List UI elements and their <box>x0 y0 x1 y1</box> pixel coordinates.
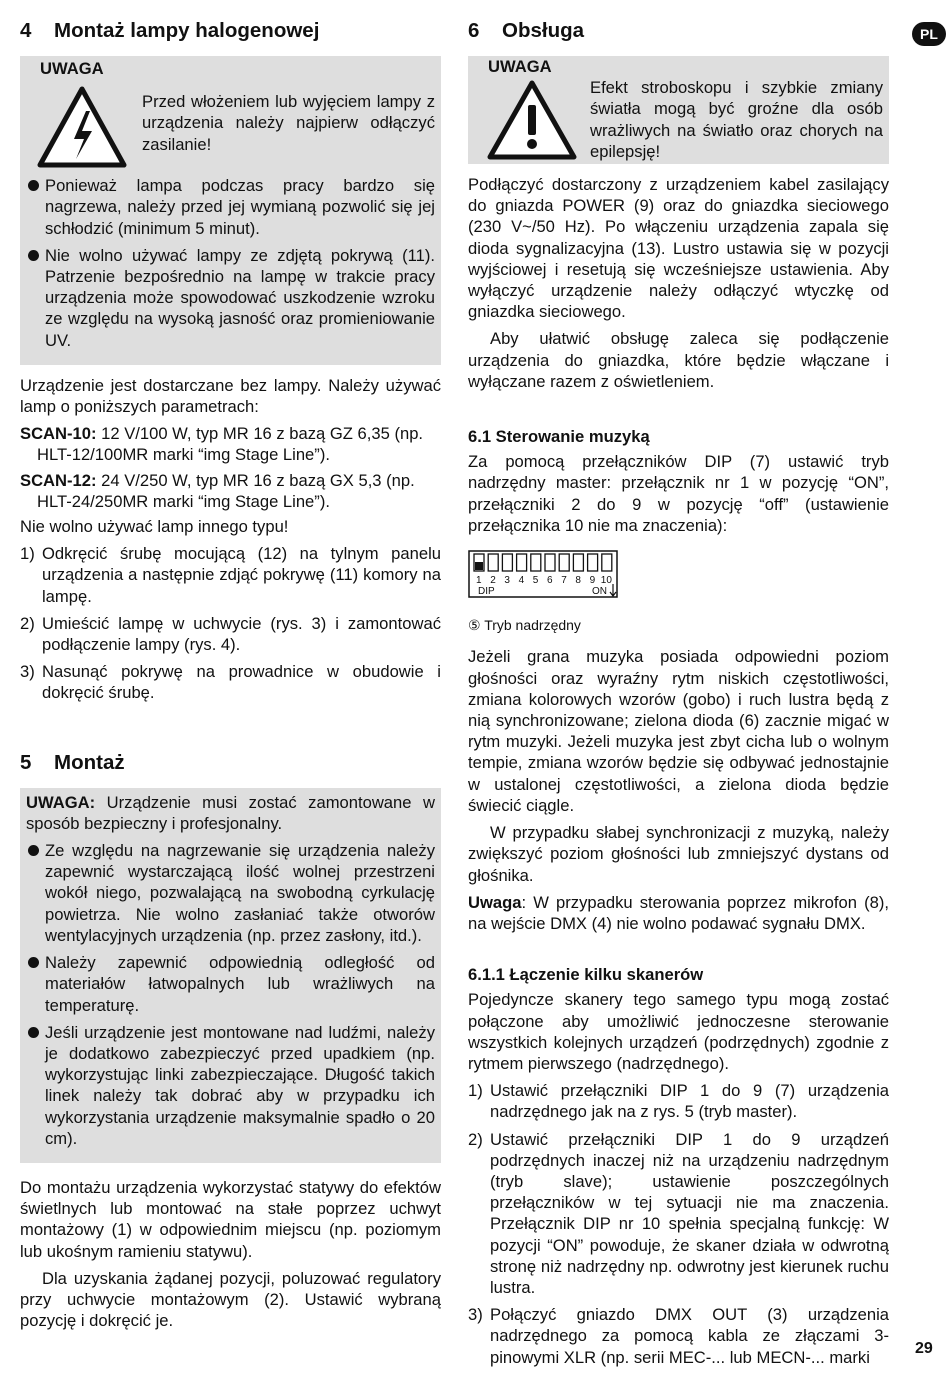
dip-number: 3 <box>504 575 510 587</box>
list-item: Ponieważ lampa podczas pracy bardzo się nagrzewa, należy przed jej wymianą pozwolić się jej schłodzić (minimum 5 minut). <box>26 175 441 239</box>
section-6-1-heading: 6.1 Sterowanie muzyką <box>468 427 650 447</box>
dip-number: 2 <box>490 575 496 587</box>
list-item: 1) Odkręcić śrubę mocującą (12) na tylnym panelu urządzenia a następnie zdjąć pokrywę (11) komory na lampę. <box>20 544 441 606</box>
section-6-1-1-steps <box>468 1080 889 1368</box>
list-item: 2) Umieścić lampę w uchwycie (rys. 3) i zamontować podłączenie lampy (rys. 4). <box>20 613 441 655</box>
dip-number: 1 <box>476 575 482 587</box>
section-4-heading: 4 Montaż lampy halogenowej <box>20 19 320 42</box>
dip-number: 9 <box>589 575 596 587</box>
right-column <box>468 18 889 1374</box>
paragraph: Podłączyć dostarczony z urządzeniem kabel zasilający do gniazda POWER (9) oraz do gniazdka sieciowego (230 V~/50 Hz). Po włączeniu urządzenia zapala się dioda sygnalizacyjna (13). Lustro ustawia się w pozycji wyjściowej i resetują się wcześniejsze ustawienia. Aby wyłączyć urządzenie należy odłączyć wtyczkę od gniazdka sieciowego. <box>468 175 889 322</box>
section-4-bullets <box>26 175 441 351</box>
list-item: Należy zapewnić odpowiednią odległość od materiałów łatwopalnych lub wrażliwych na temperaturę. <box>26 952 441 1016</box>
paragraph: W przypadku słabej synchronizacji z muzyką, należy zwiększyć poziom głośności lub zmniejszyć dystans od głośnika. <box>468 823 889 885</box>
warning-label: UWAGA <box>488 57 552 76</box>
paragraph: Urządzenie jest dostarczane bez lampy. Należy używać lamp o poniższych parametrach: <box>20 375 441 417</box>
dip-number: 10 <box>600 575 612 587</box>
paragraph: Do montażu urządzenia wykorzystać statywy do efektów świetlnych lub montować na stałe poprzez uchwyt montażowy (1) w odpowiednim miejscu (np. poziomym lub ukośnym ramieniu statywu). <box>20 1177 441 1261</box>
warning-label: UWAGA <box>40 59 104 78</box>
warning-text: UWAGA: Urządzenie musi zostać zamontowane w sposób bezpieczny i profesjonalny. <box>26 792 435 833</box>
scan10-spec: SCAN-10: 12 V/100 W, typ MR 16 z bazą GZ 6,35 (np. HLT-12/100MR marki “img Stage Line”). <box>20 424 424 465</box>
paragraph: Aby ułatwić obsługę zaleca się podłączenie urządzenia do gniazdka, które będzie włączane i wyłączane razem z oświetleniem. <box>468 329 889 391</box>
page-number: 29 <box>915 1340 933 1357</box>
list-item: 3) Nasunąć pokrywę na prowadnice w obudowie i dokręcić śrubę. <box>20 662 441 703</box>
dip-switch-knob <box>589 555 597 563</box>
exclamation-warning-icon <box>486 79 578 161</box>
dip-number: 6 <box>547 575 553 587</box>
dip-switch-knob <box>574 555 582 563</box>
dip-number: 7 <box>561 575 567 587</box>
section-6-warning-box <box>468 56 889 164</box>
dip-right-label: ON <box>592 586 607 598</box>
list-item: 2) Ustawić przełączniki DIP 1 do 9 urządzeń podrzędnych inaczej niż na urządzeniu nadrzędnym (tryb slave); ustawienie poszczególnych przełączników w tej sytuacji nie ma znaczenia. Przełącznik DIP nr 10 spełnia specjalną funkcję: W pozycji “ON” powoduje, że skaner działa w odwrotną stronę niż nadrzędny np. odwrotny jest kierunek ruchu lustra. <box>468 1129 889 1297</box>
warning-text: Efekt stroboskopu i szybkie zmiany światła mogą być groźne dla osób wrażliwych na światło oraz chorych na epilepsję! <box>590 78 883 161</box>
left-column <box>20 18 441 1337</box>
scan12-spec: SCAN-12: 24 V/250 W, typ MR 16 z bazą GX 5,3 (np. HLT-24/250MR marki “img Stage Line”). <box>20 470 415 511</box>
dip-switch-diagram <box>468 550 620 600</box>
paragraph: Dla uzyskania żądanej pozycji, poluzować regulatory przy uchwycie montażowym (2). Ustawić wybraną pozycję i dokręcić je. <box>20 1268 441 1331</box>
dip-switch-knob <box>603 555 611 563</box>
section-4-warning-box <box>20 56 441 365</box>
dip-switch-knob <box>475 562 483 570</box>
list-item: Jeśli urządzenie jest montowane nad ludźmi, należy je dodatkowo zabezpieczyć przed upadkiem (np. wykorzystując linki zabezpieczające. Długość takich linek należy tak dobrać aby w przypadku ich wykorzystania urządzenie maksymalnie spadło o 20 cm). <box>26 1022 441 1149</box>
section-6-1-1-heading: 6.1.1 Łączenie kilku skanerów <box>468 965 704 985</box>
dip-switch-knob <box>503 555 511 563</box>
list-item: 3) Połączyć gniazdo DMX OUT (3) urządzenia nadrzędnego za pomocą kabla ze złączami 3-pinowymi XLR (np. serii MEC-... lub MECN-... marki <box>468 1305 889 1367</box>
dip-switch-knob <box>518 555 526 563</box>
dip-number: 4 <box>518 575 525 587</box>
dip-switch-knob <box>560 555 568 563</box>
note: Uwaga: W przypadku sterowania poprzez mikrofon (8), na wejście DMX (4) nie wolno podawać sygnału DMX. <box>468 892 889 933</box>
list-item: 1) Ustawić przełączniki DIP 1 do 9 (7) urządzenia nadrzędnego jak na z rys. 5 (tryb master). <box>468 1081 889 1122</box>
dip-switch-knob <box>532 555 540 563</box>
paragraph: Nie wolno używać lamp innego typu! <box>20 517 289 537</box>
warning-text: Przed włożeniem lub wyjęciem lampy z urządzenia należy najpierw odłączyć zasilanie! <box>142 92 435 154</box>
paragraph: Pojedyncze skanery tego samego typu mogą zostać połączone aby umożliwić jednoczesne sterowanie wszystkich kolejnych urządzeń (podrzędnych) zgodnie z rytmem pierwszego (nadrzędnego). <box>468 990 889 1073</box>
section-5-bullets <box>26 840 441 1149</box>
language-badge: PL <box>912 22 946 46</box>
section-6-heading: 6 Obsługa <box>468 19 585 42</box>
paragraph: Za pomocą przełączników DIP (7) ustawić tryb nadrzędny master: przełącznik nr 1 w pozycję “ON”, przełączniki 2 do 9 w pozycję “off” (ustawienie przełącznika 10 nie ma znaczenia): <box>468 452 889 535</box>
list-item: Nie wolno używać lampy ze zdjętą pokrywą (11). Patrzenie bezpośrednio na lampę w trakcie pracy urządzenia może spowodować uszkodzenie wzroku ze względu na wysoką jasność oraz promieniowanie UV. <box>26 245 441 351</box>
list-item: Ze względu na nagrzewanie się urządzenia należy zapewnić wystarczającą ilość wolnej przestrzeni wokół niego, pozwalającą na swobodną cyrkulację powietrza. Nie wolno zasłaniać także otworów wentylacyjnych urządzenia (np. przez zasłony, itd.). <box>26 840 441 946</box>
dip-switch-knob <box>546 555 554 563</box>
high-voltage-warning-icon <box>36 85 128 169</box>
dip-number: 5 <box>532 575 539 587</box>
section-4-steps <box>20 543 441 703</box>
section-5-warning-box <box>20 788 441 1163</box>
section-5-heading: 5 Montaż <box>20 750 125 774</box>
figure-caption: ⑤ Tryb nadrzędny <box>468 617 581 634</box>
dip-number: 8 <box>575 575 581 587</box>
dip-switch-knob <box>489 555 497 563</box>
dip-left-label: DIP <box>478 586 495 598</box>
paragraph: Jeżeli grana muzyka posiada odpowiedni poziom głośności oraz wyraźny rytm niskich częstotliwości, zmiana kolorowych wzorów (gobo) i ruch lustra będą z nią synchronizowane; zielona dioda (6) zacznie migać w rytm muzyki. Jeżeli muzyka jest zbyt cicha lub o wolnym tempie, zmiana wzorów będzie się odbywać jednostajnie w ustalonej częstotliwości, a zielona dioda będzie świecić ciągle. <box>468 647 889 815</box>
